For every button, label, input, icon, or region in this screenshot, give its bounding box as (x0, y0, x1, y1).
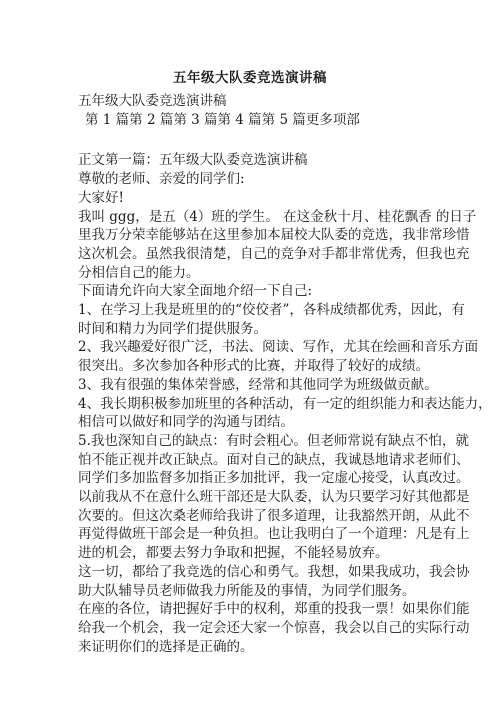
document-subtitle: 五年级大队委竞选演讲稿 (78, 93, 227, 109)
body-line: 里我万分荣幸能够站在这里参加本届校大队委的竞选，我非常珍惜 (78, 227, 470, 244)
body-line: 大家好! (78, 189, 124, 206)
body-line: 下面请允许向大家全面地介绍一下自己: (78, 283, 313, 300)
body-line: 次要的。但这次桑老师给我讲了很多道理，让我豁然开朗，从此不 (78, 507, 470, 524)
body-line: 2、我兴趣爱好很广泛，书法、阅读、写作，尤其在绘画和音乐方面 (78, 339, 479, 356)
document-title: 五年级大队委竞选演讲稿 (173, 70, 327, 86)
body-line: 相信可以做好和同学的沟通与团结。 (78, 414, 294, 431)
body-line: 给我一个机会，我一定会还大家一个惊喜，我会以自己的实际行动 (78, 619, 470, 636)
body-line: 分相信自己的能力。 (78, 264, 200, 281)
body-line: 以前我从不在意什么班干部还是大队委，认为只要学习好其他都是 (78, 489, 470, 506)
body-line: 尊敬的老师、亲爱的同学们: (78, 171, 245, 188)
body-line: 很突出。多次参加各种形式的比赛，并取得了较好的成绩。 (78, 358, 429, 375)
body-line: 时间和精力为同学们提供服务。 (78, 320, 267, 337)
body-line: 同学们多加监督多加指正多加批评，我一定虚心接受，认真改过。 (78, 470, 470, 487)
body-line: 正文第一篇：五年级大队委竞选演讲稿 (78, 152, 308, 169)
body-line: 这一切，都给了我竞选的信心和勇气。我想，如果我成功，我会协 (78, 563, 470, 580)
body-line: 1、在学习上我是班里的的“佼佼者”，各科成绩都优秀，因此，有 (78, 302, 465, 319)
paragraph-gap (78, 129, 428, 151)
body-line: 4、我长期积极参加班里的各种活动，有一定的组织能力和表达能力， (78, 395, 492, 412)
section-nav-links[interactable]: 第 1 篇第 2 篇第 3 篇第 4 篇第 5 篇更多项部 (85, 111, 360, 128)
body-line: 来证明你们的选择是正确的。 (78, 638, 254, 655)
body-line: 这次机会。虽然我很清楚，自己的竞争对手都非常优秀，但我也充 (78, 245, 470, 262)
document-body (78, 92, 492, 656)
body-line: 进的机会，都要去努力争取和把握，不能轻易放弃。 (78, 545, 389, 562)
body-line: 3、我有很强的集体荣誉感，经常和其他同学为班级做贡献。 (78, 376, 438, 393)
body-line: 在座的各位，请把握好手中的权利，郑重的投我一票！如果你们能 (78, 601, 470, 618)
body-line: 怕不能正视并改正缺点。面对自己的缺点，我诚恳地请求老师们、 (78, 451, 470, 468)
body-line: 5.我也深知自己的缺点：有时会粗心。但老师常说有缺点不怕，就 (78, 432, 469, 449)
body-line: 再觉得做班干部会是一种负担。也让我明白了一个道理：凡是有上 (78, 526, 470, 543)
body-line: 助大队辅导员老师做我力所能及的事情，为同学们服务。 (78, 582, 416, 599)
body-line: 我叫 ggg，是五（4）班的学生。 在这金秋十月、桂花飘香 的日子 (78, 208, 477, 225)
